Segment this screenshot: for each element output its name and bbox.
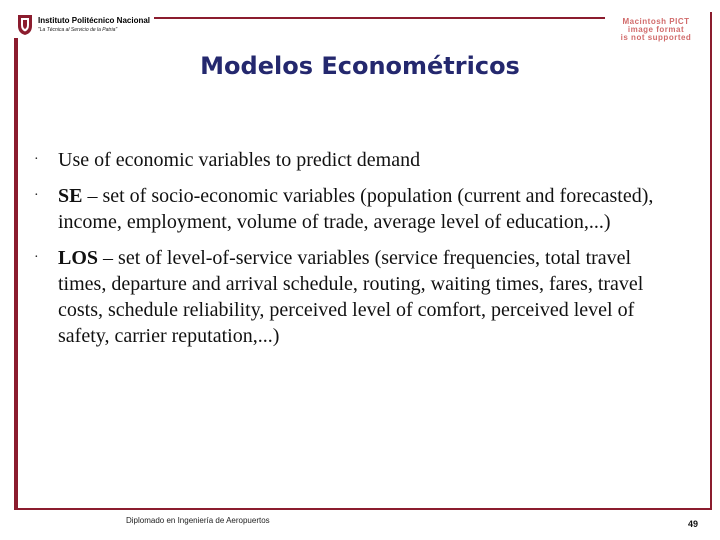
institution-logo [14,12,154,38]
unsupported-image-placeholder [608,18,704,42]
institution-motto: "La Técnica al Servicio de la Patria" [38,27,118,33]
bullet-item [34,245,674,349]
bullet-dot-icon: · [34,188,39,203]
bullet-text: set of socio-economic variables (population (current and forecasted), income, employment, volume of trade, average level of education,...) [58,185,654,233]
bullet-separator: – [82,185,103,207]
bullet-term: SE [58,185,83,207]
bullet-term: LOS [58,247,99,269]
frame-bottom-rule [14,508,712,510]
footer-course-name: Diplomado en Ingeniería de Aeropuertos [126,516,270,525]
bullet-text: Use of economic variables to predict demand [58,149,421,171]
ipn-emblem-icon [16,14,34,36]
slide-title: Modelos Econométricos [200,52,520,80]
placeholder-line: Macintosh PICT [622,17,690,26]
bullet-dot-icon: · [34,152,39,167]
bullet-item [34,147,674,173]
frame-right-bar [710,12,712,510]
bullet-text: set of level-of-service variables (service frequencies, total travel times, departure and arrival schedule, routing, waiting times, fares, travel costs, schedule reliability, perceived level of comfort, perceived level of safety, carrier reputation,...) [58,247,644,347]
bullet-item [34,183,674,235]
bullet-list [34,147,674,359]
placeholder-line: image format [627,25,685,34]
bullet-separator: – [98,247,119,269]
bullet-dot-icon: · [34,250,39,265]
institution-name: Instituto Politécnico Nacional [38,16,151,25]
frame-left-bar [14,12,18,510]
placeholder-line: is not supported [620,33,692,42]
frame-top-rule [150,17,605,19]
page-number: 49 [688,519,699,529]
